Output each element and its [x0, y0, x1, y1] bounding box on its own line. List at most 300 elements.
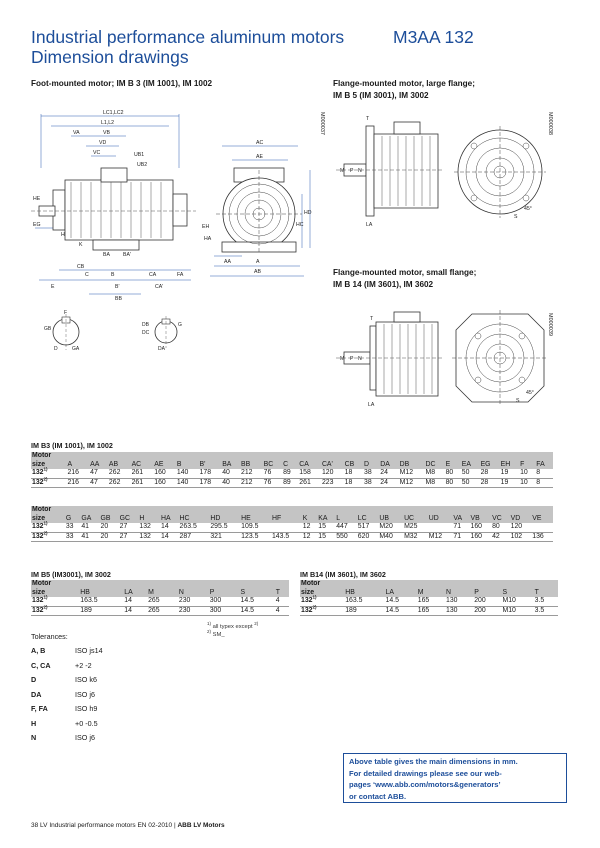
- b3-p2-cell: 109.5: [240, 523, 271, 532]
- b5-cell: 230: [178, 597, 209, 606]
- dim-aa-label: AA: [224, 259, 231, 265]
- tolerance-row: [31, 704, 97, 713]
- b3-p2-cell: 33: [65, 523, 80, 532]
- b5-col-0: size: [31, 589, 79, 598]
- b3-p1-col-13: CA': [321, 461, 344, 470]
- b3-p1-cell: 223: [321, 478, 344, 488]
- b3-dimension-table-part2: [31, 506, 553, 542]
- b3-p1-cell: 76: [263, 469, 282, 478]
- b3-p2-cell: 447: [335, 523, 357, 532]
- b3-p2-row: [31, 523, 553, 532]
- b3-p2-cell: M20: [378, 523, 403, 532]
- b14-row-size: [300, 606, 344, 616]
- foot-mounted-end-view-drawing: [200, 130, 320, 280]
- b5-header-top: [31, 580, 289, 589]
- dim-l-label: L1,L2: [101, 120, 114, 126]
- b14-header-motor: Motor: [300, 580, 344, 589]
- b3-p2-cell: 41: [80, 532, 99, 542]
- b14-col-6: S: [501, 589, 533, 598]
- dim-hd-label: HD: [304, 210, 312, 216]
- b5-cell: 14.5: [240, 606, 275, 616]
- b3-p2-cell: 15: [317, 532, 335, 542]
- b3-p1-cell: 262: [108, 469, 131, 478]
- tolerance-value: ISO js14: [75, 646, 103, 655]
- b3-p1-cell: 40: [221, 469, 240, 478]
- b3-p2-cell: 27: [119, 523, 139, 532]
- b3-p2-col-14: LC: [357, 515, 379, 524]
- b3-p2-col-8: HD: [209, 515, 240, 524]
- b3-p1-cell: 261: [131, 478, 154, 488]
- b3-p1-col-1: A: [66, 461, 89, 470]
- b5-cell: 300: [209, 597, 240, 606]
- b3-p1-row-size-sup: 1): [43, 466, 48, 472]
- tolerance-value: ISO j6: [75, 689, 95, 699]
- flange-large-t-label: T: [366, 116, 370, 122]
- b14-col-7: T: [534, 589, 558, 598]
- b3-p2-cell: 71: [452, 532, 469, 542]
- dim-gb-label: GB: [44, 326, 52, 332]
- b5-cell: 189: [79, 606, 123, 616]
- b3-p1-col-2: AA: [89, 461, 108, 470]
- footer-text: LV Industrial performance motors EN 02-2010 |: [40, 822, 176, 829]
- b3-p1-cell: 76: [263, 478, 282, 488]
- flange-large-la-label: LA: [366, 222, 373, 228]
- b14-cell: M10: [501, 597, 533, 606]
- b3-p1-col-16: DA: [379, 461, 398, 470]
- dim-ha-label: HA: [204, 236, 212, 242]
- page-footer: [31, 822, 225, 829]
- b3-p1-cell: 120: [321, 469, 344, 478]
- page-number: 38: [31, 822, 39, 829]
- b3-p1-cell: 261: [298, 478, 321, 488]
- dim-ba-label: BA: [103, 252, 110, 258]
- b3-p2-cell: 12: [302, 523, 317, 532]
- dim-cap-label: CA': [155, 284, 164, 290]
- b3-p1-col-0: size: [31, 461, 66, 470]
- footnote-1-text: all typex except: [212, 624, 253, 630]
- tolerance-key: A, B: [31, 646, 46, 655]
- b3-p2-cell: 160: [469, 523, 491, 532]
- motor-model: M3AA 132: [393, 27, 474, 47]
- b3-p1-col-10: BC: [263, 461, 282, 470]
- b5-cell: 14: [123, 597, 147, 606]
- dim-vb-label: VB: [103, 130, 110, 136]
- b3-p2-cell: 517: [357, 523, 379, 532]
- b3-p1-header-columns: [31, 461, 553, 470]
- b5-row-size-value: 132: [32, 597, 44, 605]
- b5-cell: 4: [275, 597, 289, 606]
- b3-p2-cell: [271, 523, 302, 532]
- b3-p2-row-size-sup: 1): [43, 520, 48, 526]
- b3-p1-cell: 24: [379, 478, 398, 488]
- b3-p2-col-6: HA: [160, 515, 179, 524]
- b3-p1-cell: 8: [535, 478, 553, 488]
- b3-p1-col-17: DB: [399, 461, 425, 470]
- b5-cell: 14: [123, 606, 147, 616]
- b3-p2-cell: 20: [99, 523, 118, 532]
- drawing-code-1: M000037: [319, 112, 325, 135]
- b3-p1-cell: 8: [535, 469, 553, 478]
- flange-large-side-view-drawing: [336, 112, 448, 232]
- shaft-end-da-drawing: [140, 308, 190, 354]
- tolerance-row: [31, 646, 103, 655]
- b5-col-3: M: [147, 589, 178, 598]
- b14-header-columns: [300, 589, 558, 598]
- b5-cell: 265: [147, 606, 178, 616]
- b3-p2-cell: 321: [209, 532, 240, 542]
- b3-p2-cell: 80: [491, 523, 510, 532]
- b3-p2-cell: 20: [99, 532, 118, 542]
- b14-cell: 130: [445, 606, 473, 616]
- b5-row-size: [31, 594, 79, 606]
- info-box: [343, 753, 567, 803]
- dim-hc-label: HC: [296, 222, 304, 228]
- drawing-code-2: M000038: [547, 112, 553, 135]
- b3-p1-col-23: F: [519, 461, 535, 470]
- b5-header-columns: [31, 589, 289, 598]
- flange-large-s-label: S: [514, 214, 518, 220]
- footer-brand: ABB LV Motors: [177, 822, 225, 829]
- flange-small-side-view-drawing: [336, 300, 448, 412]
- b5-col-7: T: [275, 589, 289, 598]
- footnote-2-text: SM_: [212, 632, 225, 638]
- flange-small-s-label: S: [516, 398, 520, 404]
- flange-large-caption-2: IM B 5 (IM 3001), IM 3002: [333, 91, 429, 100]
- b3-p1-col-12: CA: [298, 461, 321, 470]
- b3-p2-col-17: UD: [428, 515, 453, 524]
- b3-p2-cell: 132: [138, 532, 160, 542]
- b14-col-3: M: [417, 589, 445, 598]
- b3-p1-col-11: C: [282, 461, 298, 470]
- b3-p2-col-0: size: [31, 515, 65, 524]
- dim-cb-label: CB: [77, 264, 85, 270]
- b5-row: [31, 606, 289, 616]
- b14-cell: 3.5: [534, 597, 558, 606]
- b3-p2-cell: 71: [452, 523, 469, 532]
- b14-cell: M10: [501, 606, 533, 616]
- dim-b-label: B: [111, 272, 115, 278]
- dim-c-label: C: [85, 272, 89, 278]
- b3-p1-cell: 262: [108, 478, 131, 488]
- b3-p2-col-3: GB: [99, 515, 118, 524]
- b5-col-4: N: [178, 589, 209, 598]
- b14-row: [300, 597, 558, 606]
- b3-p2-col-9: HE: [240, 515, 271, 524]
- b14-cell: 200: [473, 597, 501, 606]
- b3-p2-col-7: HC: [179, 515, 210, 524]
- b3-p1-col-4: AC: [131, 461, 154, 470]
- b14-col-5: P: [473, 589, 501, 598]
- b14-cell: 165: [417, 606, 445, 616]
- flange-small-caption-1: Flange-mounted motor, small flange;: [333, 268, 477, 277]
- b3-p2-cell: 15: [317, 523, 335, 532]
- b3-p1-cell: 212: [240, 469, 263, 478]
- b3-p1-cell: 28: [480, 469, 500, 478]
- info-line-3: pages ‘www.abb.com/motors&generators’: [349, 780, 501, 789]
- b3-p1-cell: 160: [153, 469, 176, 478]
- b3-p1-cell: 19: [500, 469, 519, 478]
- b3-p2-col-22: VE: [531, 515, 553, 524]
- b3-p1-cell: 212: [240, 478, 263, 488]
- b5-cell: 14.5: [240, 597, 275, 606]
- b3-p2-cell: 132: [138, 523, 160, 532]
- b3-p1-row-size: [31, 466, 66, 478]
- b3-p2-col-2: GA: [80, 515, 99, 524]
- b3-p1-cell: 47: [89, 469, 108, 478]
- b3-p2-cell: M25: [403, 523, 428, 532]
- b3-p2-col-16: UC: [403, 515, 428, 524]
- b3-p1-cell: M12: [399, 469, 425, 478]
- b3-p1-cell: 18: [344, 478, 363, 488]
- b3-table-title: IM B3 (IM 1001), IM 1002: [31, 441, 113, 450]
- dim-lc-label: LC1,LC2: [103, 110, 124, 116]
- b14-row: [300, 606, 558, 616]
- b3-p2-cell: 143.5: [271, 532, 302, 542]
- b3-p2-cell: 120: [510, 523, 532, 532]
- b3-p1-row-size-value: 132: [32, 469, 44, 477]
- b3-p1-row: [31, 469, 553, 478]
- b3-p2-header-top: [31, 506, 553, 515]
- b3-p2-col-11: K: [302, 515, 317, 524]
- b3-p1-cell: M8: [425, 478, 445, 488]
- b3-p1-col-20: EA: [461, 461, 480, 470]
- b3-p2-col-18: VA: [452, 515, 469, 524]
- b3-p1-row-size-value: 132: [32, 478, 44, 486]
- b3-p2-col-15: UB: [378, 515, 403, 524]
- b3-p1-cell: 89: [282, 478, 298, 488]
- b3-p2-col-1: G: [65, 515, 80, 524]
- dim-db-label: DB: [142, 322, 149, 328]
- b3-p2-row: [31, 532, 553, 542]
- page-title-text: Industrial performance aluminum motors: [31, 27, 345, 47]
- flange-small-la-label: LA: [368, 402, 375, 408]
- dim-dc-label: DC: [142, 330, 150, 336]
- flange-small-n-label: N: [358, 356, 362, 362]
- tolerance-key: H: [31, 718, 37, 728]
- b3-p1-cell: 80: [445, 469, 461, 478]
- footnote-1-sup-post: 2): [254, 621, 259, 627]
- b3-p1-cell: 178: [199, 469, 222, 478]
- b3-p2-cell: 136: [531, 532, 553, 542]
- b14-cell: 14.5: [384, 606, 416, 616]
- b3-p1-cell: 158: [298, 469, 321, 478]
- b3-dimension-table-part1: [31, 452, 553, 488]
- b3-p1-cell: 216: [66, 469, 89, 478]
- footnote-2-sup: 2): [207, 629, 212, 635]
- info-line-1: Above table gives the main dimensions in mm.: [349, 757, 518, 766]
- b3-p2-col-4: GC: [119, 515, 139, 524]
- dim-bp-label: B': [115, 284, 120, 290]
- b14-dimension-table: [300, 580, 558, 616]
- b3-p2-cell: 33: [65, 532, 80, 542]
- b3-p1-cell: 178: [199, 478, 222, 488]
- tolerance-value: +2 -2: [75, 660, 92, 670]
- dim-a-label: A: [256, 259, 260, 265]
- b3-p2-row-size: [31, 532, 65, 542]
- tolerance-value: ISO k6: [75, 675, 97, 684]
- foot-mounted-caption: Foot-mounted motor; IM B 3 (IM 1001), IM 1002: [31, 79, 213, 88]
- flange-large-p-label: P: [350, 168, 354, 174]
- tolerance-row: [31, 719, 98, 728]
- b5-col-2: LA: [123, 589, 147, 598]
- dim-bb-label: BB: [115, 296, 122, 302]
- b3-p1-cell: 38: [363, 478, 379, 488]
- b3-p2-cell: 160: [469, 532, 491, 542]
- b3-p2-cell: [428, 523, 453, 532]
- b5-col-5: P: [209, 589, 240, 598]
- b14-header-filler: [344, 580, 558, 589]
- flange-small-45-label: 45°: [526, 390, 534, 396]
- tolerance-key: N: [31, 733, 37, 742]
- flange-large-caption-1: Flange-mounted motor, large flange;: [333, 79, 475, 88]
- dim-h-label: H: [61, 232, 65, 238]
- dim-ga-label: GA: [72, 346, 80, 352]
- b3-p2-cell: 14: [160, 532, 179, 542]
- b3-p1-col-5: AE: [153, 461, 176, 470]
- dim-eh-label: EH: [202, 224, 210, 230]
- flange-small-p-label: P: [350, 356, 354, 362]
- b3-p2-cell: 550: [335, 532, 357, 542]
- dim-g-label: G: [178, 322, 182, 328]
- b3-p1-cell: 18: [344, 469, 363, 478]
- b3-p2-cell: 41: [80, 523, 99, 532]
- b3-p1-cell: 160: [153, 478, 176, 488]
- b14-cell: 14.5: [384, 597, 416, 606]
- b3-p1-col-14: CB: [344, 461, 363, 470]
- b14-row-size: [300, 594, 344, 606]
- b3-p1-row: [31, 478, 553, 488]
- b5-cell: 4: [275, 606, 289, 616]
- dim-d-label: D: [54, 346, 58, 352]
- info-line-4: or contact ABB.: [349, 791, 407, 801]
- b3-p2-row-size-value: 132: [32, 523, 44, 531]
- b5-cell: 163.5: [79, 597, 123, 606]
- flange-large-n-label: N: [358, 168, 362, 174]
- b3-p1-col-9: BB: [240, 461, 263, 470]
- b3-p1-row-size-sup: 2): [43, 476, 48, 482]
- b14-cell: 189: [344, 606, 384, 616]
- b3-p1-col-18: DC: [425, 461, 445, 470]
- b3-p2-cell: 14: [160, 523, 179, 532]
- dim-eg-label: EG: [33, 222, 41, 228]
- b3-p1-cell: 140: [176, 478, 199, 488]
- flange-large-m-label: M: [340, 168, 345, 174]
- dim-da-label: DA: [158, 346, 165, 352]
- b3-p1-cell: 47: [89, 478, 108, 488]
- b3-p1-col-21: EG: [480, 461, 500, 470]
- b14-col-1: HB: [344, 589, 384, 598]
- dim-e-label: E: [51, 284, 55, 290]
- drawing-code-3: M000039: [547, 313, 553, 336]
- footnote-1-sup-pre: 1): [207, 621, 212, 627]
- b3-p2-cell: M40: [378, 532, 403, 542]
- dim-ac-label: AC: [256, 140, 264, 146]
- b3-p2-cell: 42: [491, 532, 510, 542]
- dim-f-label: F: [64, 310, 68, 316]
- b3-p2-row-size-value: 132: [32, 532, 44, 540]
- b5-header-filler: [79, 580, 289, 589]
- b3-p2-cell: 27: [119, 532, 139, 542]
- b3-p1-col-22: EH: [500, 461, 519, 470]
- b3-p1-cell: 216: [66, 478, 89, 488]
- b3-p1-col-7: B': [199, 461, 222, 470]
- b3-p1-cell: 80: [445, 478, 461, 488]
- b3-p2-cell: 102: [510, 532, 532, 542]
- b3-p2-cell: [531, 523, 553, 532]
- b3-p2-col-5: H: [138, 515, 160, 524]
- footnote-2: [207, 629, 225, 639]
- b3-p1-col-24: FA: [535, 461, 553, 470]
- b5-cell: 265: [147, 597, 178, 606]
- b5-row: [31, 597, 289, 606]
- flange-small-end-view-drawing: [450, 308, 550, 408]
- b5-row-size-value: 132: [32, 606, 44, 614]
- flange-small-caption-2: IM B 14 (IM 3601), IM 3602: [333, 280, 434, 289]
- dim-va-label: VA: [73, 130, 80, 136]
- b3-p2-col-20: VC: [491, 515, 510, 524]
- dim-bac-label: BA': [123, 252, 131, 258]
- b3-p2-col-21: VD: [510, 515, 532, 524]
- b14-col-2: LA: [384, 589, 416, 598]
- b3-p1-cell: 89: [282, 469, 298, 478]
- b3-p1-header-top: [31, 452, 553, 461]
- b14-cell: 200: [473, 606, 501, 616]
- tolerance-row: [31, 690, 95, 699]
- dim-fa-label: FA: [177, 272, 184, 278]
- b14-row-size-sup: 2): [312, 604, 317, 610]
- b3-p1-cell: 10: [519, 469, 535, 478]
- b3-p1-col-19: E: [445, 461, 461, 470]
- dim-k-label: K: [79, 242, 83, 248]
- dim-ub2-label: UB2: [137, 162, 148, 168]
- b3-p1-cell: M8: [425, 469, 445, 478]
- b3-p1-cell: 38: [363, 469, 379, 478]
- b3-p2-cell: 620: [357, 532, 379, 542]
- b3-p2-cell: 295.5: [209, 523, 240, 532]
- page-subtitle: Dimension drawings: [31, 47, 189, 67]
- dim-vc-label: VC: [93, 150, 101, 156]
- b3-p1-header-filler: [66, 452, 553, 461]
- flange-large-end-view-drawing: [450, 118, 550, 228]
- b14-cell: 165: [417, 597, 445, 606]
- b14-col-4: N: [445, 589, 473, 598]
- b3-p2-header-filler: [65, 506, 553, 515]
- b5-cell: 230: [178, 606, 209, 616]
- tolerance-key: F, FA: [31, 704, 48, 713]
- b14-cell: 130: [445, 597, 473, 606]
- b3-p2-header-columns: [31, 515, 553, 524]
- b3-p1-header-motor: Motor: [31, 452, 66, 461]
- dim-ca-label: CA: [149, 272, 157, 278]
- b3-p2-col-12: KA: [317, 515, 335, 524]
- b3-p2-header-motor: Motor: [31, 506, 65, 515]
- b3-p2-cell: 263.5: [179, 523, 210, 532]
- b5-header-motor: Motor: [31, 580, 79, 589]
- b3-p1-col-15: D: [363, 461, 379, 470]
- dim-vd-label: VD: [99, 140, 107, 146]
- b5-table-title: IM B5 (IM3001), IM 3002: [31, 570, 111, 579]
- b14-cell: 163.5: [344, 597, 384, 606]
- b14-col-0: size: [300, 589, 344, 598]
- b3-p2-row-size-sup: 2): [43, 530, 48, 536]
- b3-p2-cell: M12: [428, 532, 453, 542]
- b3-p2-col-13: L: [335, 515, 357, 524]
- info-line-2: For detailed drawings please see our web-: [349, 768, 502, 778]
- shaft-end-d-drawing: [40, 308, 90, 354]
- b3-p2-col-10: HF: [271, 515, 302, 524]
- dim-ae-label: AE: [256, 154, 263, 160]
- b3-p2-cell: 287: [179, 532, 210, 542]
